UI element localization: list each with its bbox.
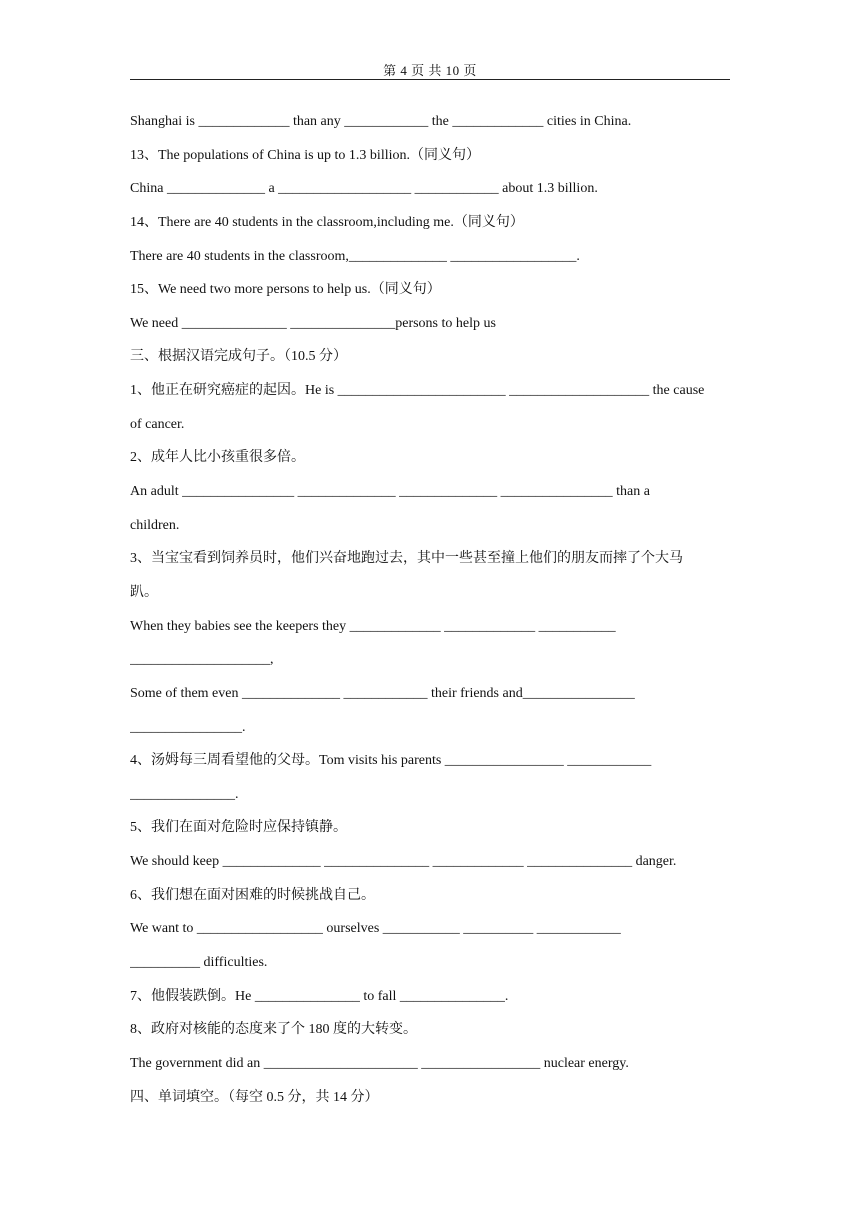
item-4-line: 4、汤姆每三周看望他的父母。Tom visits his parents _________________ ____________ — [130, 753, 652, 769]
section-3-heading: 三、根据汉语完成句子。（10.5 分） — [130, 349, 347, 365]
question-13-prompt: 13、The populations of China is up to 1.3 billion.（同义句） — [130, 147, 480, 163]
item-8-prompt: 8、政府对核能的态度来了个 180 度的大转变。 — [130, 1022, 417, 1038]
item-2-prompt: 2、成年人比小孩重很多倍。 — [130, 450, 305, 466]
text-line: An adult ________________ ______________ ______________ ________________ than a — [130, 484, 650, 500]
document-body — [130, 110, 730, 1119]
item-3-prompt: 3、当宝宝看到饲养员时，他们兴奋地跑过去，其中一些甚至撞上他们的朋友而摔了个大马 — [130, 551, 683, 567]
text-line: ____________________, — [130, 652, 274, 668]
text-line: We should keep ______________ _______________ _____________ _______________ danger. — [130, 854, 677, 870]
question-15-prompt: 15、We need two more persons to help us.（同义句） — [130, 282, 441, 298]
item-5-prompt: 5、我们在面对危险时应保持镇静。 — [130, 820, 347, 836]
item-7-line: 7、他假装跌倒。He _______________ to fall _______________. — [130, 988, 509, 1004]
question-14-prompt: 14、There are 40 students in the classroom,including me.（同义句） — [130, 214, 524, 230]
header-rule — [130, 79, 730, 80]
item-1-line: 1、他正在研究癌症的起因。He is ________________________ ____________________ the cause — [130, 383, 705, 399]
text-line: of cancer. — [130, 416, 185, 432]
text-line: __________ difficulties. — [130, 955, 268, 971]
text-line: ________________. — [130, 719, 246, 735]
text-line: China ______________ a ___________________ ____________ about 1.3 billion. — [130, 181, 598, 197]
text-line: We want to __________________ ourselves ___________ __________ ____________ — [130, 921, 621, 937]
text-line: The government did an ______________________ _________________ nuclear energy. — [130, 1055, 629, 1071]
section-4-heading: 四、单词填空。（每空 0.5 分，共 14 分） — [130, 1089, 379, 1105]
item-6-prompt: 6、我们想在面对困难的时候挑战自己。 — [130, 887, 375, 903]
text-line: children. — [130, 517, 180, 533]
text-line: When they babies see the keepers they _____________ _____________ ___________ — [130, 618, 616, 634]
text-line: _______________. — [130, 786, 239, 802]
text-line: Shanghai is _____________ than any ____________ the _____________ cities in China. — [130, 114, 632, 129]
text-line: We need _______________ _______________persons to help us — [130, 315, 496, 331]
page-number-header: 第 4 页 共 10 页 — [383, 63, 477, 78]
text-line: 趴。 — [130, 584, 158, 600]
text-line: Some of them even ______________ ____________ their friends and________________ — [130, 685, 635, 701]
text-line: There are 40 students in the classroom,______________ __________________. — [130, 248, 580, 264]
